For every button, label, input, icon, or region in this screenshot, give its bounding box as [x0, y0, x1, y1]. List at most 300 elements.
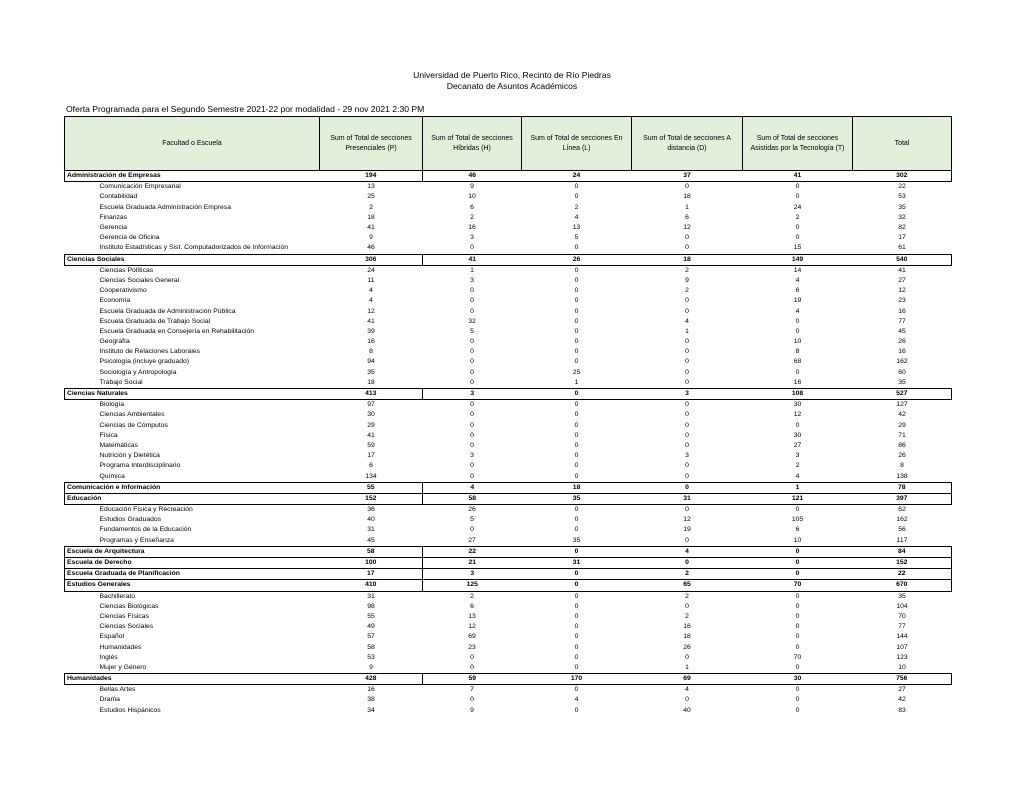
asistidas-cell: 0 — [795, 317, 800, 325]
en-linea-cell: 0 — [574, 338, 579, 346]
total-cell: 42 — [898, 696, 906, 704]
a-distancia-cell: 0 — [685, 234, 689, 242]
col-header-asistidas: Sum of Total de secciones Asistidas por la Tecnología (T) — [743, 117, 853, 171]
sections-table — [64, 116, 952, 716]
department-row — [65, 192, 952, 202]
a-distancia-cell: 12 — [683, 516, 691, 524]
department-row — [65, 347, 952, 357]
hibridas-cell: 46 — [423, 171, 522, 182]
asistidas-cell: 121 — [743, 493, 853, 504]
a-distancia-cell: 18 — [683, 633, 691, 641]
total-cell: 670 — [853, 580, 952, 591]
asistidas-cell: 15 — [793, 244, 802, 252]
en-linea-cell: 0 — [574, 358, 579, 366]
total-cell: 162 — [896, 358, 908, 366]
table-header — [65, 117, 952, 171]
asistidas-cell: 30 — [743, 674, 853, 685]
presenciales-cell: 97 — [367, 401, 375, 409]
faculty-total-row — [65, 674, 952, 685]
department-row — [65, 451, 952, 461]
a-distancia-cell: 19 — [683, 526, 691, 534]
hibridas-cell: 0 — [470, 411, 474, 419]
department-name-cell: Geografía — [99, 338, 130, 346]
department-row — [65, 223, 952, 233]
department-row — [65, 461, 952, 471]
en-linea-cell: 0 — [574, 276, 579, 284]
department-row — [65, 653, 952, 663]
total-cell: 16 — [898, 307, 906, 315]
a-distancia-cell: 0 — [685, 348, 689, 356]
en-linea-cell: 13 — [572, 224, 581, 232]
en-linea-cell: 0 — [574, 401, 579, 409]
department-name-cell: Contabilidad — [99, 193, 138, 201]
total-cell: 23 — [898, 297, 906, 305]
hibridas-cell: 26 — [468, 506, 476, 514]
hibridas-cell: 0 — [470, 653, 474, 661]
a-distancia-cell: 0 — [685, 696, 689, 704]
a-distancia-cell: 0 — [685, 244, 689, 252]
hibridas-cell: 5 — [470, 516, 474, 524]
asistidas-cell: 0 — [795, 421, 800, 429]
asistidas-cell: 10 — [793, 536, 802, 544]
hibridas-cell: 0 — [470, 663, 474, 671]
total-cell: 62 — [898, 506, 906, 514]
en-linea-cell: 0 — [574, 266, 579, 274]
a-distancia-cell: 12 — [683, 224, 691, 232]
department-name-cell: Programas y Enseñanza — [99, 536, 174, 544]
a-distancia-cell: 0 — [685, 462, 689, 470]
a-distancia-cell: 1 — [685, 203, 689, 211]
department-row — [65, 591, 952, 602]
asistidas-cell: 12 — [793, 411, 802, 419]
hibridas-cell: 0 — [470, 378, 474, 386]
presenciales-cell: 34 — [367, 706, 375, 714]
asistidas-cell: 68 — [793, 358, 802, 366]
en-linea-cell: 0 — [574, 287, 579, 295]
department-name-cell: Nutrición y Dietética — [99, 452, 160, 460]
asistidas-cell: 0 — [795, 224, 800, 232]
a-distancia-cell: 2 — [685, 592, 689, 600]
en-linea-cell: 0 — [522, 388, 632, 399]
en-linea-cell: 0 — [574, 472, 579, 480]
presenciales-cell: 94 — [367, 358, 375, 366]
department-row — [65, 695, 952, 705]
presenciales-cell: 58 — [320, 546, 423, 557]
a-distancia-cell: 18 — [683, 193, 691, 201]
presenciales-cell: 36 — [367, 506, 375, 514]
department-name-cell: Bachillerato — [99, 592, 136, 600]
a-distancia-cell: 37 — [632, 171, 743, 182]
asistidas-cell: 30 — [793, 431, 802, 439]
faculty-name-cell: Ciencias Sociales — [65, 254, 320, 265]
presenciales-cell: 134 — [365, 472, 377, 480]
en-linea-cell: 26 — [522, 254, 632, 265]
en-linea-cell: 0 — [574, 183, 579, 191]
total-cell: 77 — [898, 623, 906, 631]
asistidas-cell: 70 — [743, 580, 853, 591]
asistidas-cell: 27 — [793, 441, 802, 449]
asistidas-cell: 8 — [795, 348, 800, 356]
department-row — [65, 685, 952, 696]
asistidas-cell: 70 — [793, 653, 802, 661]
department-name-cell: Escuela Graduada de Trabajo Social — [99, 317, 211, 325]
department-name-cell: Ciencias Sociales — [99, 623, 154, 631]
hibridas-cell: 27 — [468, 536, 476, 544]
total-cell: 22 — [853, 569, 952, 580]
department-name-cell: Drama — [99, 696, 120, 704]
en-linea-cell: 0 — [574, 307, 579, 315]
department-name-cell: Mujer y Género — [99, 663, 147, 671]
en-linea-cell: 0 — [574, 452, 579, 460]
total-cell: 527 — [853, 388, 952, 399]
a-distancia-cell: 40 — [683, 706, 691, 714]
department-row — [65, 410, 952, 420]
en-linea-cell: 31 — [522, 557, 632, 568]
department-row — [65, 602, 952, 612]
asistidas-cell: 105 — [791, 516, 804, 524]
department-row — [65, 286, 952, 296]
department-row — [65, 421, 952, 431]
total-cell: 138 — [896, 472, 908, 480]
en-linea-cell: 0 — [574, 706, 579, 714]
en-linea-cell: 0 — [574, 506, 579, 514]
asistidas-cell: 0 — [795, 234, 800, 242]
department-name-cell: Química — [99, 472, 125, 480]
total-cell: 35 — [898, 378, 906, 386]
total-cell: 756 — [853, 674, 952, 685]
department-row — [65, 441, 952, 451]
hibridas-cell: 9 — [470, 706, 474, 714]
asistidas-cell: 0 — [795, 602, 800, 610]
a-distancia-cell: 0 — [685, 472, 689, 480]
asistidas-cell: 108 — [743, 388, 853, 399]
presenciales-cell: 100 — [320, 557, 423, 568]
department-name-cell: Comunicación Empresarial — [99, 183, 181, 191]
department-name-cell: Economía — [99, 297, 131, 305]
presenciales-cell: 24 — [367, 266, 375, 274]
a-distancia-cell: 0 — [685, 368, 689, 376]
faculty-name-cell: Escuela de Arquitectura — [65, 546, 320, 557]
presenciales-cell: 9 — [369, 234, 373, 242]
hibridas-cell: 3 — [470, 276, 474, 284]
en-linea-cell: 4 — [574, 696, 579, 704]
en-linea-cell: 0 — [574, 411, 579, 419]
hibridas-cell: 125 — [423, 580, 522, 591]
total-cell: 152 — [853, 557, 952, 568]
department-name-cell: Inglés — [99, 653, 118, 661]
presenciales-cell: 18 — [367, 213, 375, 221]
en-linea-cell: 0 — [522, 569, 632, 580]
a-distancia-cell: 65 — [632, 580, 743, 591]
hibridas-cell: 0 — [470, 431, 474, 439]
total-cell: 27 — [898, 686, 906, 694]
en-linea-cell: 25 — [572, 368, 581, 376]
presenciales-cell: 98 — [367, 602, 375, 610]
hibridas-cell: 0 — [470, 348, 474, 356]
department-name-cell: Gerencia — [99, 224, 128, 232]
department-row — [65, 471, 952, 482]
asistidas-cell: 10 — [793, 338, 802, 346]
asistidas-cell: 0 — [795, 643, 800, 651]
a-distancia-cell: 3 — [685, 452, 689, 460]
col-header-faculty: Facultad o Escuela — [65, 117, 320, 171]
a-distancia-cell: 0 — [685, 307, 689, 315]
hibridas-cell: 0 — [470, 287, 474, 295]
presenciales-cell: 152 — [320, 493, 423, 504]
faculty-name-cell: Educación — [65, 493, 320, 504]
department-row — [65, 536, 952, 547]
department-name-cell: Bellas Artes — [99, 686, 136, 694]
total-cell: 77 — [898, 317, 906, 325]
a-distancia-cell: 0 — [685, 602, 689, 610]
a-distancia-cell: 4 — [685, 317, 689, 325]
asistidas-cell: 0 — [795, 706, 800, 714]
department-row — [65, 357, 952, 367]
hibridas-cell: 3 — [423, 388, 522, 399]
department-row — [65, 706, 952, 716]
hibridas-cell: 22 — [423, 546, 522, 557]
hibridas-cell: 7 — [470, 686, 474, 694]
department-row — [65, 327, 952, 337]
total-cell: 78 — [853, 482, 952, 493]
department-name-cell: Estudios Hispánicos — [99, 706, 161, 714]
asistidas-cell: 0 — [795, 686, 800, 694]
en-linea-cell: 0 — [574, 327, 579, 335]
hibridas-cell: 59 — [423, 674, 522, 685]
hibridas-cell: 9 — [470, 183, 474, 191]
presenciales-cell: 30 — [367, 411, 375, 419]
en-linea-cell: 0 — [574, 653, 579, 661]
department-name-cell: Escuela Graduada Administración Empresa — [99, 203, 231, 211]
total-cell: 35 — [898, 203, 906, 211]
presenciales-cell: 16 — [367, 338, 375, 346]
department-row — [65, 663, 952, 674]
department-row — [65, 632, 952, 642]
asistidas-cell: 14 — [793, 266, 802, 274]
faculty-total-row — [65, 171, 952, 182]
department-name-cell: Educación Física y Recreación — [99, 506, 193, 514]
faculty-name-cell: Humanidades — [65, 674, 320, 685]
hibridas-cell: 12 — [468, 623, 476, 631]
en-linea-cell: 1 — [574, 378, 579, 386]
department-name-cell: Estudios Graduados — [99, 516, 162, 524]
faculty-total-row — [65, 493, 952, 504]
hibridas-cell: 0 — [470, 368, 474, 376]
hibridas-cell: 0 — [470, 307, 474, 315]
total-cell: 22 — [898, 183, 906, 191]
department-name-cell: Ciencias Políticas — [99, 266, 154, 274]
department-name-cell: Matemáticas — [99, 441, 139, 449]
presenciales-cell: 38 — [367, 696, 375, 704]
col-header-en-linea: Sum of Total de secciones En Línea (L) — [522, 117, 632, 171]
presenciales-cell: 6 — [369, 462, 373, 470]
a-distancia-cell: 0 — [685, 183, 689, 191]
department-row — [65, 515, 952, 525]
a-distancia-cell: 0 — [685, 411, 689, 419]
a-distancia-cell: 0 — [685, 297, 689, 305]
office-name: Decanato de Asuntos Académicos — [446, 81, 578, 91]
total-cell: 45 — [898, 327, 906, 335]
asistidas-cell: 0 — [795, 506, 800, 514]
presenciales-cell: 45 — [367, 536, 375, 544]
presenciales-cell: 12 — [367, 307, 375, 315]
asistidas-cell: 0 — [795, 183, 800, 191]
a-distancia-cell: 2 — [632, 569, 743, 580]
en-linea-cell: 0 — [574, 633, 579, 641]
total-cell: 29 — [898, 421, 906, 429]
asistidas-cell: 0 — [795, 696, 800, 704]
total-cell: 8 — [900, 462, 904, 470]
total-cell: 27 — [898, 276, 906, 284]
department-row — [65, 276, 952, 286]
asistidas-cell: 6 — [795, 526, 800, 534]
presenciales-cell: 11 — [367, 276, 375, 284]
total-cell: 35 — [898, 592, 906, 600]
department-name-cell: Finanzas — [99, 213, 128, 221]
asistidas-cell: 0 — [743, 546, 853, 557]
total-cell: 82 — [898, 224, 906, 232]
hibridas-cell: 0 — [470, 421, 474, 429]
presenciales-cell: 57 — [367, 633, 375, 641]
a-distancia-cell: 1 — [685, 327, 689, 335]
a-distancia-cell: 0 — [685, 536, 689, 544]
presenciales-cell: 39 — [367, 327, 375, 335]
presenciales-cell: 25 — [367, 193, 375, 201]
presenciales-cell: 49 — [367, 623, 375, 631]
presenciales-cell: 31 — [367, 592, 375, 600]
col-header-presenciales: Sum of Total de secciones Presenciales (P) — [320, 117, 423, 171]
asistidas-cell: 0 — [795, 592, 800, 600]
department-row — [65, 400, 952, 411]
asistidas-cell: 4 — [795, 472, 800, 480]
presenciales-cell: 18 — [367, 378, 375, 386]
asistidas-cell: 0 — [743, 557, 853, 568]
total-cell: 12 — [898, 287, 906, 295]
department-name-cell: Español — [99, 633, 125, 641]
faculty-total-row — [65, 546, 952, 557]
en-linea-cell: 0 — [574, 421, 579, 429]
hibridas-cell: 3 — [470, 452, 474, 460]
asistidas-cell: 41 — [743, 171, 853, 182]
en-linea-cell: 35 — [572, 536, 581, 544]
faculty-total-row — [65, 388, 952, 399]
department-name-cell: Gerencia de Oficina — [99, 234, 160, 242]
presenciales-cell: 58 — [367, 643, 375, 651]
department-name-cell: Biología — [99, 401, 125, 409]
asistidas-cell: 0 — [795, 623, 800, 631]
hibridas-cell: 13 — [468, 612, 476, 620]
total-cell: 53 — [898, 193, 906, 201]
hibridas-cell: 5 — [470, 327, 474, 335]
presenciales-cell: 46 — [367, 244, 375, 252]
total-cell: 86 — [898, 441, 906, 449]
faculty-total-row — [65, 482, 952, 493]
a-distancia-cell: 0 — [685, 338, 689, 346]
faculty-total-row — [65, 254, 952, 265]
department-row — [65, 317, 952, 327]
en-linea-cell: 0 — [574, 193, 579, 201]
hibridas-cell: 23 — [468, 643, 476, 651]
total-cell: 71 — [898, 431, 906, 439]
a-distancia-cell: 2 — [685, 266, 689, 274]
university-name: Universidad de Puerto Rico, Recinto de Río Piedras — [413, 70, 611, 80]
hibridas-cell: 0 — [470, 462, 474, 470]
total-cell: 42 — [898, 411, 906, 419]
en-linea-cell: 0 — [574, 623, 579, 631]
department-name-cell: Cooperativismo — [99, 287, 147, 295]
hibridas-cell: 6 — [470, 203, 474, 211]
en-linea-cell: 35 — [522, 493, 632, 504]
presenciales-cell: 35 — [367, 368, 375, 376]
asistidas-cell: 4 — [795, 307, 800, 315]
en-linea-cell: 5 — [574, 234, 579, 242]
asistidas-cell: 24 — [793, 203, 802, 211]
total-cell: 540 — [853, 254, 952, 265]
hibridas-cell: 0 — [470, 696, 474, 704]
a-distancia-cell: 26 — [683, 643, 691, 651]
department-name-cell: Instituto de Relaciones Laborales — [99, 348, 201, 356]
presenciales-cell: 9 — [369, 663, 373, 671]
report-subtitle: Oferta Programada para el Segundo Semestre 2021-22 por modalidad - 29 nov 2021 2:30 PM — [66, 104, 425, 114]
a-distancia-cell: 0 — [632, 557, 743, 568]
hibridas-cell: 3 — [470, 234, 474, 242]
hibridas-cell: 0 — [470, 358, 474, 366]
presenciales-cell: 428 — [320, 674, 423, 685]
asistidas-cell: 2 — [795, 213, 800, 221]
presenciales-cell: 59 — [367, 441, 375, 449]
faculty-total-row — [65, 569, 952, 580]
a-distancia-cell: 2 — [685, 287, 689, 295]
presenciales-cell: 2 — [369, 203, 373, 211]
total-cell: 83 — [898, 706, 906, 714]
department-name-cell: Ciencias Biológicas — [99, 602, 159, 610]
a-distancia-cell: 9 — [685, 276, 689, 284]
a-distancia-cell: 18 — [632, 254, 743, 265]
col-header-a-distancia: Sum of Total de secciones A distancia (D) — [632, 117, 743, 171]
total-cell: 162 — [896, 516, 908, 524]
en-linea-cell: 0 — [574, 441, 579, 449]
hibridas-cell: 4 — [423, 482, 522, 493]
faculty-total-row — [65, 557, 952, 568]
a-distancia-cell: 3 — [632, 388, 743, 399]
col-header-total: Total — [853, 117, 952, 171]
col-header-hibridas: Sum of Total de secciones Híbridas (H) — [423, 117, 522, 171]
asistidas-cell: 0 — [795, 633, 800, 641]
en-linea-cell: 0 — [574, 526, 579, 534]
total-cell: 60 — [898, 368, 906, 376]
total-cell: 70 — [898, 612, 906, 620]
total-cell: 302 — [853, 171, 952, 182]
hibridas-cell: 58 — [423, 493, 522, 504]
a-distancia-cell: 4 — [632, 546, 743, 557]
asistidas-cell: 19 — [793, 297, 802, 305]
department-name-cell: Escuela Graduada de Administración Pública — [99, 307, 236, 315]
presenciales-cell: 53 — [367, 653, 375, 661]
total-cell: 84 — [853, 546, 952, 557]
faculty-name-cell: Administración de Empresas — [65, 171, 320, 182]
presenciales-cell: 413 — [320, 388, 423, 399]
faculty-name-cell: Ciencias Naturales — [65, 388, 320, 399]
total-cell: 104 — [896, 602, 908, 610]
presenciales-cell: 306 — [320, 254, 423, 265]
presenciales-cell: 41 — [367, 317, 375, 325]
hibridas-cell: 3 — [423, 569, 522, 580]
department-name-cell: Física — [99, 431, 118, 439]
department-name-cell: Escuela Graduada en Consejería en Rehabilitación — [99, 327, 255, 335]
asistidas-cell: 0 — [795, 193, 800, 201]
a-distancia-cell: 0 — [685, 378, 689, 386]
faculty-name-cell: Escuela Graduada de Planificación — [65, 569, 320, 580]
